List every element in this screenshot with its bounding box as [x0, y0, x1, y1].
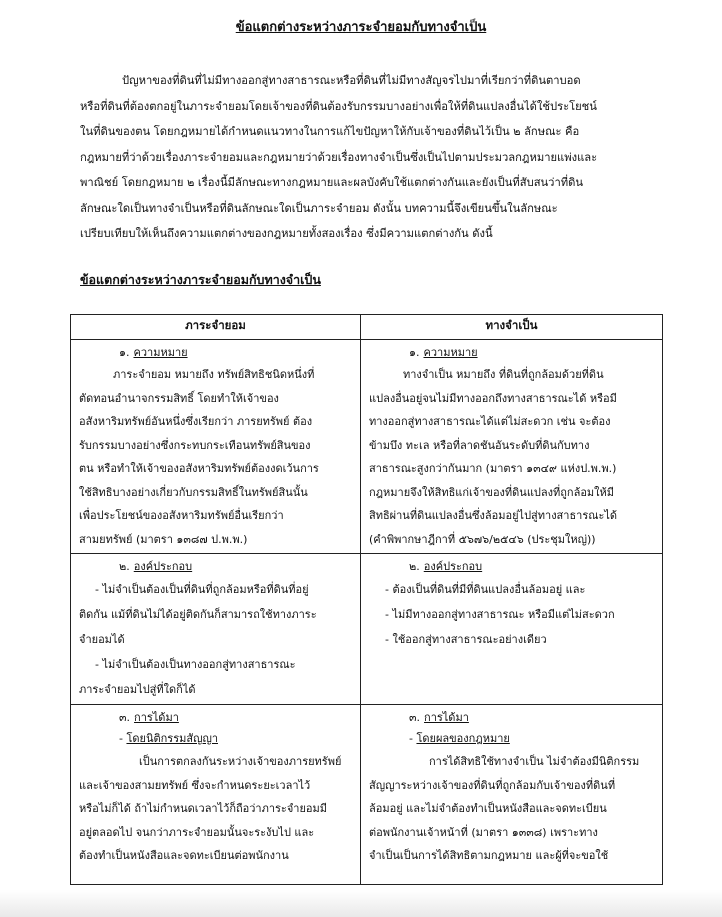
table-cell [361, 705, 663, 885]
sub-heading: - โดยนิติกรรมสัญญา [119, 732, 218, 745]
cell-line: ตน หรือทำให้เจ้าของอสังหาริมทรัพย์ต้องงดเว้นการ [79, 462, 319, 475]
document-title: ข้อแตกต่างระหว่างภาระจำยอมกับทางจำเป็น [235, 20, 487, 35]
cell-line: ทางจำเป็น หมายถึง ที่ดินที่ถูกล้อมด้วยที่ดิน [403, 368, 604, 381]
cell-line: สิทธิผ่านที่ดินแปลงอื่นซึ่งล้อมอยู่ไปสู่ทางสาธารณะได้ [369, 509, 618, 522]
cell-line: - ใช้ออกสู่ทางสาธารณะอย่างเดียว [385, 633, 547, 646]
cell-line: รับกรรมบางอย่างซึ่งกระทบกระเทือนทรัพย์สินของ [79, 438, 311, 452]
table-cell [71, 554, 361, 705]
table-cell [361, 554, 663, 705]
intro-line: ลักษณะใดเป็นทางจำเป็นหรือที่ดินลักษณะใดเป็นภาระจำยอม ดังนั้น บทความนี้จึงเขียนขึ้นในลักษณะ [80, 201, 558, 215]
cell-line: ภาระจำยอมไปสู่ที่ใดก็ได้ [79, 683, 196, 696]
column-header-servitude: ภาระจำยอม [71, 315, 361, 340]
cell-line: จำยอมได้ [79, 633, 125, 646]
cell-line: ภาระจำยอม หมายถึง ทรัพย์สิทธิชนิดหนึ่งที่ [113, 368, 315, 381]
section-heading: ๓. การได้มา [409, 711, 469, 724]
sub-heading: - โดยผลของกฎหมาย [409, 732, 510, 745]
cell-line: ข้ามบึง ทะเล หรือที่ลาดชันอันระดับที่ดินกับทาง [369, 438, 590, 452]
table-row [71, 705, 663, 885]
table-row [71, 554, 663, 705]
section-heading: ๑. ความหมาย [119, 346, 188, 359]
section-heading: ๑. ความหมาย [409, 346, 478, 359]
cell-line: - ไม่มีทางออกสู่ทางสาธารณะ หรือมีแต่ไม่สะดวก [385, 608, 615, 621]
cell-line: อยู่ตลอดไป จนกว่าภาระจำยอมนั้นจะระงับไป และ [79, 825, 315, 839]
table-cell [71, 340, 361, 554]
cell-line: อสังหาริมทรัพย์อันหนึ่งซึ่งเรียกว่า ภารยทรัพย์ ต้อง [79, 415, 313, 428]
cell-line: สาธารณะสูงกว่ากันมาก (มาตรา ๑๓๔๙ แห่งป.พ.พ.) [369, 462, 617, 475]
intro-line: ปัญหาของที่ดินที่ไม่มีทางออกสู่ทางสาธารณะหรือที่ดินที่ไม่มีทางสัญจรไปมาที่เรียกว่าที่ดินตาบอด [122, 74, 581, 87]
cell-line: - ไม่จำเป็นต้องเป็นทางออกสู่ทางสาธารณะ [95, 658, 296, 671]
intro-paragraph [80, 68, 660, 247]
cell-line: ใช้สิทธิบางอย่างเกี่ยวกับกรรมสิทธิ์ในทรัพย์สินนั้น [79, 485, 308, 499]
section-heading: ๒. องค์ประกอบ [409, 560, 483, 573]
column-header-necessity-way: ทางจำเป็น [361, 315, 663, 340]
intro-line: พาณิชย์ โดยกฎหมาย ๒ เรื่องนี้มีลักษณะทางกฎหมายและผลบังคับใช้แตกต่างกันและยังเป็นที่สับสนว่าที่ดิน [80, 176, 584, 189]
cell-line: และเจ้าของสามยทรัพย์ ซึ่งจะกำหนดระยะเวลาไว้ [79, 778, 311, 792]
intro-line: ในที่ดินของตน โดยกฎหมายได้กำหนดแนวทางในการแก้ไขปัญหาให้กับเจ้าของที่ดินไว้เป็น ๒ ลักษณะ คือ [80, 125, 580, 138]
cell-line: สามยทรัพย์ (มาตรา ๑๓๘๗ ป.พ.พ.) [79, 532, 248, 546]
cell-line: - ไม่จำเป็นต้องเป็นที่ดินที่ถูกล้อมหรือที่ดินที่อยู่ [95, 583, 309, 596]
cell-line: - ต้องเป็นที่ดินที่มีที่ดินแปลงอื่นล้อมอยู่ และ [385, 583, 586, 596]
cell-line: ล้อมอยู่ และไม่จำต้องทำเป็นหนังสือและจดทะเบียน [369, 802, 607, 815]
intro-line: เปรียบเทียบให้เห็นถึงความแตกต่างของกฎหมายทั้งสองเรื่อง ซึ่งมีความแตกต่างกัน ดังนี้ [80, 227, 493, 240]
intro-line: หรือที่ดินที่ต้องตกอยู่ในภาระจำยอมโดยเจ้าของที่ดินต้องรับกรรมบางอย่างเพื่อให้ที่ดินแปลงอื่นได้ใช้ประโยชน์ [80, 99, 597, 113]
cell-line: หรือไม่ก็ได้ ถ้าไม่กำหนดเวลาไว้ก็ถือว่าภาระจำยอมมี [79, 802, 328, 815]
cell-line: ติดกัน แม้ที่ดินไม่ได้อยู่ติดกันก็สามารถใช้ทางภาระ [79, 608, 317, 621]
cell-line: ตัดทอนอำนาจกรรมสิทธิ์ โดยทำให้เจ้าของ [79, 391, 279, 405]
cell-line: จำเป็นเป็นการได้สิทธิตามกฎหมาย และผู้ที่จะขอใช้ [369, 849, 609, 862]
cell-line: กฎหมายจึงให้สิทธิแก่เจ้าของที่ดินแปลงที่ถูกล้อมให้มี [369, 485, 615, 499]
section-subtitle: ข้อแตกต่างระหว่างภาระจำยอมกับทางจำเป็น [80, 272, 321, 287]
page-bottom-shade [0, 890, 722, 917]
cell-line: ต่อพนักงานเจ้าหน้าที่ (มาตรา ๑๓๓๘) เพราะทาง [369, 825, 598, 839]
table-cell [361, 340, 663, 554]
cell-line: แปลงอื่นอยู่จนไม่มีทางออกถึงทางสาธารณะได้ หรือมี [369, 391, 617, 405]
table-cell [71, 705, 361, 885]
section-heading: ๓. การได้มา [119, 711, 179, 724]
section-heading: ๒. องค์ประกอบ [119, 560, 193, 573]
table-header-row [71, 315, 663, 340]
comparison-table [70, 314, 663, 885]
cell-line: สัญญาระหว่างเจ้าของที่ดินที่ถูกล้อมกับเจ้าของที่ดินที่ [369, 778, 616, 792]
cell-line: ต้องทำเป็นหนังสือและจดทะเบียนต่อพนักงาน [79, 849, 289, 862]
cell-line: เพื่อประโยชน์ของอสังหาริมทรัพย์อื่นเรียกว่า [79, 509, 284, 522]
cell-line: การได้สิทธิใช้ทางจำเป็น ไม่จำต้องมีนิติกรรม [429, 755, 640, 768]
cell-line: (คำพิพากษาฎีกาที่ ๕๖๗๖/๒๕๔๖ (ประชุมใหญ่)) [369, 532, 596, 546]
cell-line: ทางออกสู่ทางสาธารณะได้แต่ไม่สะดวก เช่น จะต้อง [369, 415, 611, 428]
intro-line: กฎหมายที่ว่าด้วยเรื่องภาระจำยอมและกฎหมายว่าด้วยเรื่องทางจำเป็นซึ่งเป็นไปตามประมวลกฎหมายแพ่งและ [80, 150, 598, 164]
cell-line: เป็นการตกลงกันระหว่างเจ้าของภารยทรัพย์ [139, 755, 342, 768]
table-row [71, 340, 663, 554]
